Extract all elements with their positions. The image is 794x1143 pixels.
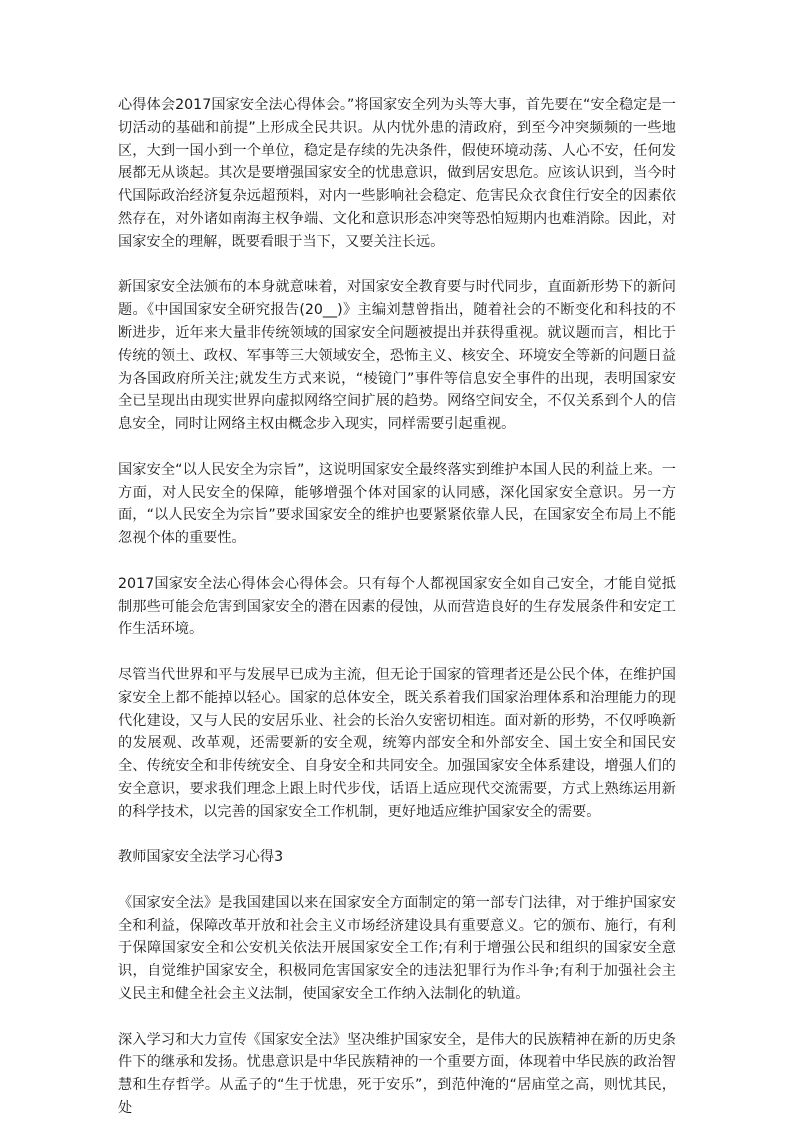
paragraph-4: 2017国家安全法心得体会心得体会。只有每个人都视国家安全如自己安全，才能自觉抵制那些可能会危害到国家安全的潜在因素的侵蚀，从而营造良好的生存发展条件和安定工作生活环境。 — [118, 575, 676, 638]
paragraph-2: 新国家安全法颁布的本身就意味着，对国家安全教育要与时代同步，直面新形势下的新问题。《中国国家安全研究报告(20__)》主编刘慧曾指出，随着社会的不断变化和科技的不断进步，近年来大量非传统领域的国家安全问题被提出并获得重视。就议题而言，相比于传统的领土、政权、军事等三大领域安全，恐怖主义、核安全、环境安全等新的问题日益为各国政府所关注;就发生方式来说，“棱镜门”事件等信息安全事件的出现，表明国家安全已呈现出由现实世界向虚拟网络空间扩展的趋势。网络空间安全，不仅关系到个人的信息安全，同时让网络主权由概念步入现实，同样需要引起重视。 — [118, 279, 676, 433]
section-heading: 教师国家安全法学习心得3 — [118, 849, 284, 866]
paragraph-5: 尽管当代世界和平与发展早已成为主流，但无论于国家的管理者还是公民个体，在维护国家安全上都不能掉以轻心。国家的总体安全，既关系着我们国家治理体系和治理能力的现代化建设，又与人民的安居乐业、社会的长治久安密切相连。面对新的形势，不仅呼唤新的发展观、改革观，还需要新的安全观，统筹内部安全和外部安全、国土安全和国民安全、传统安全和非传统安全、自身安全和共同安全。加强国家安全体系建设，增强人们的安全意识，要求我们理念上跟上时代步伐，话语上适应现代交流需要，方式上熟练运用新的科学技术，以完善的国家安全工作机制，更好地适应维护国家安全的需要。 — [118, 666, 676, 820]
paragraph-3: 国家安全“以人民安全为宗旨”，这说明国家安全最终落实到维护本国人民的利益上来。一方面，对人民安全的保障，能够增强个体对国家的认同感，深化国家安全意识。另一方面，“以人民安全为宗旨”要求国家安全的维护也要紧紧依靠人民，在国家安全布局上不能忽视个体的重要性。 — [118, 461, 676, 547]
paragraph-7: 深入学习和大力宣传《国家安全法》坚决维护国家安全，是伟大的民族精神在新的历史条件下的继承和发扬。忧患意识是中华民族精神的一个重要方面，体现着中华民族的政治智慧和生存哲学。从孟子的“生于忧患，死于安乐”，到范仲淹的“居庙堂之高，则忧其民，处 — [118, 1031, 676, 1117]
document-body — [118, 94, 676, 1143]
paragraph-1: 心得体会2017国家安全法心得体会。”将国家安全列为头等大事，首先要在“安全稳定是一切活动的基础和前提”上形成全民共识。从内忧外患的清政府，到至今冲突频频的一些地区，大到一国小到一个单位，稳定是存续的先决条件，假使环境动荡、人心不安，任何发展都无从谈起。其次是要增强国家安全的忧患意识，做到居安思危。应该认识到，当今时代国际政治经济复杂远超预料，对内一些影响社会稳定、危害民众衣食住行安全的因素依然存在，对外诸如南海主权争端、文化和意识形态冲突等恐怕短期内也难消除。因此，对国家安全的理解，既要看眼于当下，又要关注长远。 — [118, 97, 676, 250]
paragraph-6: 《国家安全法》是我国建国以来在国家安全方面制定的第一部专门法律，对于维护国家安全和利益，保障改革开放和社会主义市场经济建设具有重要意义。它的颁布、施行，有利于保障国家安全和公安机关依法开展国家安全工作;有利于增强公民和组织的国家安全意识，自觉维护国家安全，积极同危害国家安全的违法犯罪行为作斗争;有利于加强社会主义民主和健全社会主义法制，使国家安全工作纳入法制化的轨道。 — [118, 894, 676, 1003]
